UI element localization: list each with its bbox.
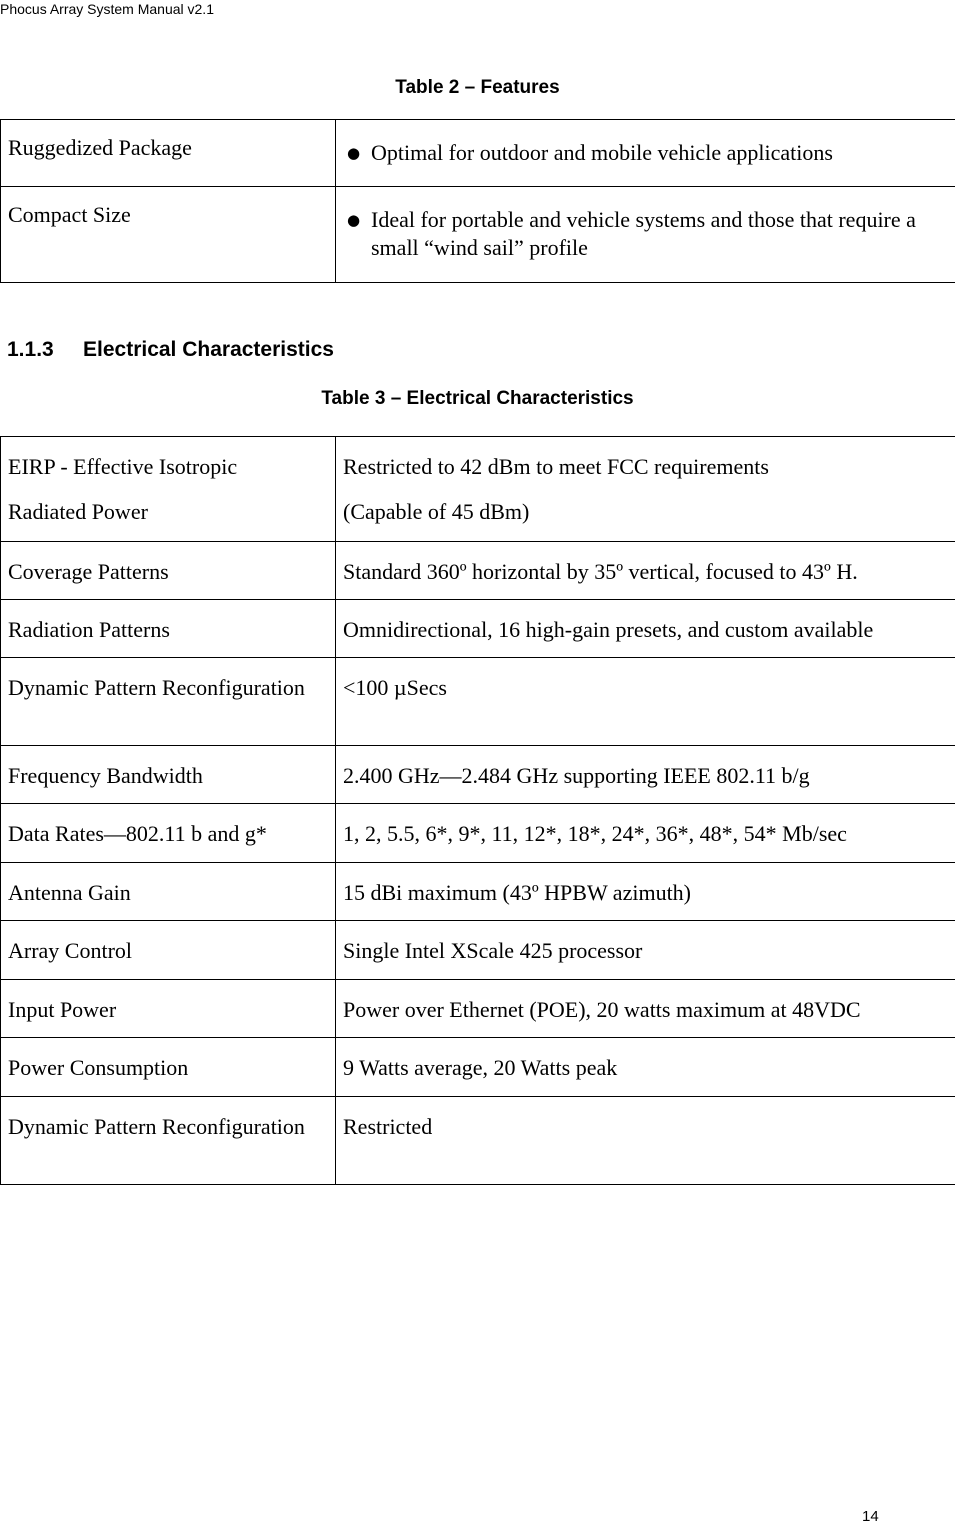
characteristic-label: Array Control [1,921,336,980]
page-number: 14 [862,1509,879,1524]
table-row [1,542,955,600]
table-row [1,921,955,980]
section-heading [7,338,334,362]
characteristic-label: Frequency Bandwidth [1,746,336,804]
label-line: Radiated Power [8,498,328,526]
characteristic-value: Omnidirectional, 16 high-gain presets, and custom available [336,600,955,658]
characteristic-label: Antenna Gain [1,863,336,921]
table-row [1,658,955,746]
characteristic-value: 1, 2, 5.5, 6*, 9*, 11, 12*, 18*, 24*, 36*, 48*, 54* Mb/sec [336,804,955,863]
table-row [1,1097,955,1185]
features-table-caption: Table 2 – Features [0,77,955,99]
table-row [1,437,955,542]
feature-label: Compact Size [1,187,336,283]
table-row [1,187,955,283]
characteristic-value: Power over Ethernet (POE), 20 watts maximum at 48VDC [336,980,955,1038]
section-number: 1.1.3 [7,338,83,362]
table-row [1,863,955,921]
electrical-characteristics-table [0,436,955,1185]
feature-value [336,120,955,187]
characteristic-label: Radiation Patterns [1,600,336,658]
value-line: (Capable of 45 dBm) [343,498,948,526]
label-line: EIRP - Effective Isotropic [8,453,328,481]
table-row [1,804,955,863]
feature-value-text: Optimal for outdoor and mobile vehicle applications [371,139,948,167]
characteristic-label [1,437,336,542]
characteristic-label: Coverage Patterns [1,542,336,600]
section-title: Electrical Characteristics [83,338,334,361]
characteristic-label: Data Rates—802.11 b and g* [1,804,336,863]
features-table [0,119,955,283]
table-row [1,120,955,187]
feature-value-text: Ideal for portable and vehicle systems and those that require a small “wind sail” profile [371,206,948,262]
characteristic-value: 9 Watts average, 20 Watts peak [336,1038,955,1097]
characteristic-value: Single Intel XScale 425 processor [336,921,955,980]
table-row [1,600,955,658]
value-line: Restricted to 42 dBm to meet FCC requirements [343,453,948,481]
table-row [1,1038,955,1097]
characteristic-value: 2.400 GHz—2.484 GHz supporting IEEE 802.11 b/g [336,746,955,804]
characteristic-label: Dynamic Pattern Reconfiguration [1,1097,336,1185]
characteristic-value: <100 µSecs [336,658,955,746]
table-row [1,746,955,804]
document-header: Phocus Array System Manual v2.1 [0,0,214,18]
electrical-table-caption: Table 3 – Electrical Characteristics [0,388,955,410]
table-row [1,980,955,1038]
characteristic-value: Standard 360º horizontal by 35º vertical, focused to 43º H. [336,542,955,600]
characteristic-label: Power Consumption [1,1038,336,1097]
characteristic-value: Restricted [336,1097,955,1185]
bullet-icon: ● [336,206,371,262]
characteristic-value [336,437,955,542]
bullet-icon: ● [336,139,371,167]
characteristic-label: Dynamic Pattern Reconfiguration [1,658,336,746]
feature-label: Ruggedized Package [1,120,336,187]
feature-value [336,187,955,283]
characteristic-value: 15 dBi maximum (43º HPBW azimuth) [336,863,955,921]
characteristic-label: Input Power [1,980,336,1038]
